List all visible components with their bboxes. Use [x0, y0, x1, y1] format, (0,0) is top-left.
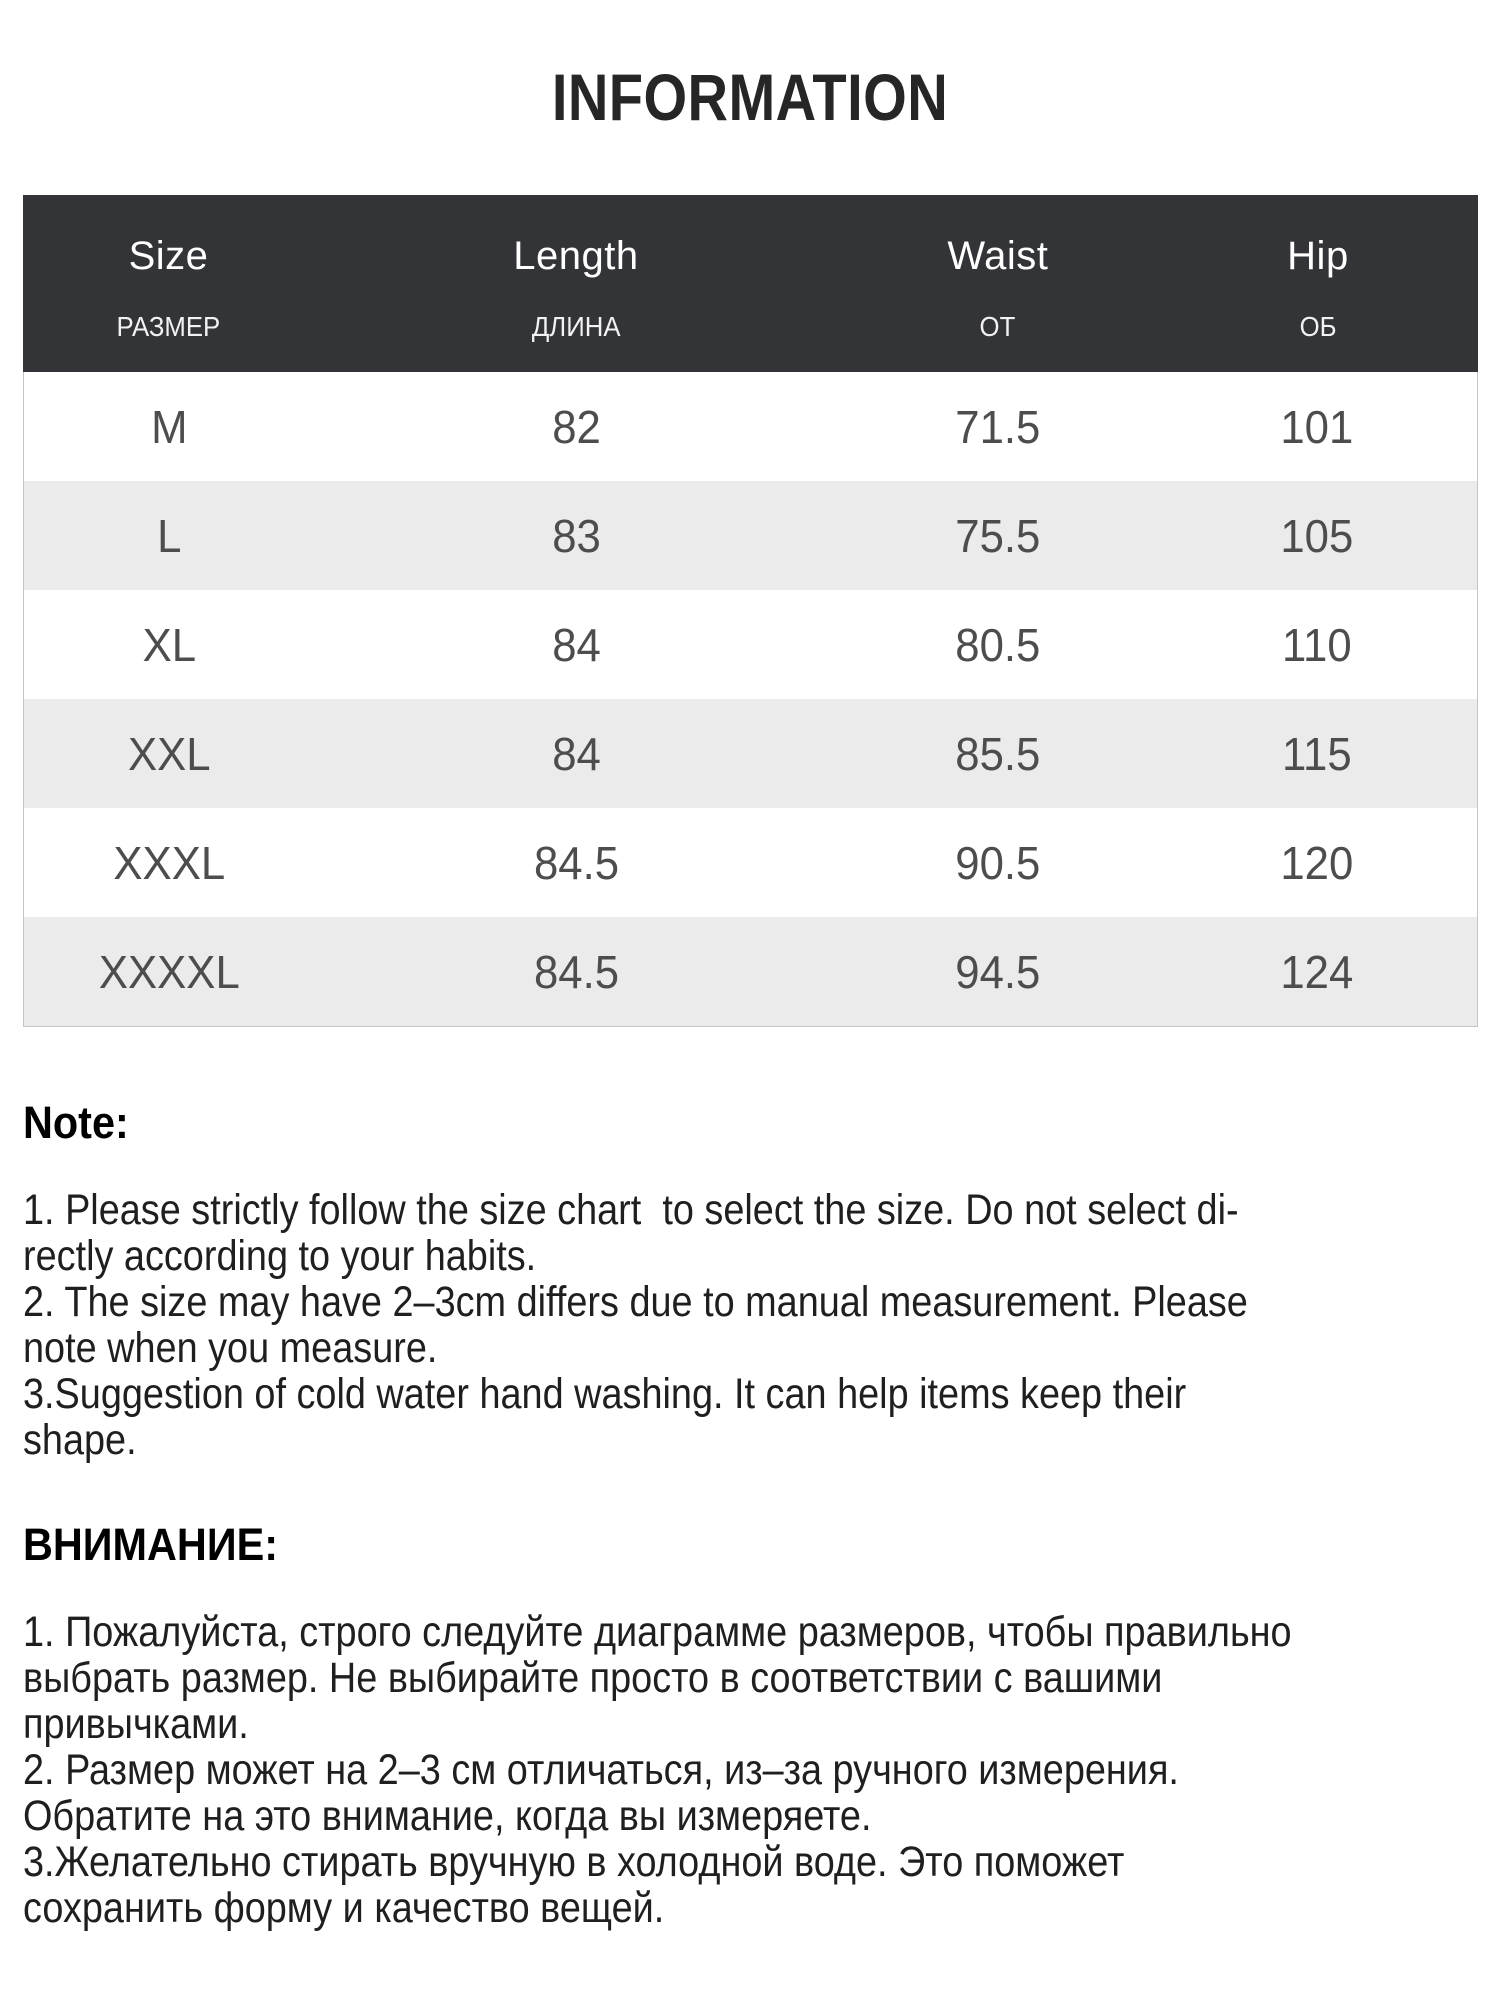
column-sublabel-length: ДЛИНА [531, 311, 621, 342]
cell-size: XL [142, 618, 197, 671]
note-paragraph [23, 1187, 1302, 1463]
cell-hip: 101 [1280, 400, 1354, 453]
cell-hip: 115 [1282, 727, 1352, 780]
note-line: 1. Please strictly follow the size chart to select the size. Do not select di- [23, 1186, 1239, 1234]
column-header-size [23, 195, 314, 372]
note-line: shape. [23, 1416, 137, 1464]
table-row-m [24, 372, 1477, 481]
column-label-waist: Waist [947, 234, 1049, 278]
cell-size: XXXL [113, 836, 226, 889]
table-header-row [23, 195, 1478, 372]
note-line: rectly according to your habits. [23, 1232, 537, 1280]
column-header-waist [838, 195, 1158, 372]
cell-length: 84.5 [533, 945, 619, 998]
cell-waist: 80.5 [954, 618, 1041, 671]
attention-line: привычками. [23, 1700, 249, 1748]
cell-length: 84 [551, 727, 601, 780]
cell-length: 82 [551, 400, 601, 453]
cell-waist: 71.5 [954, 400, 1041, 453]
attention-line: 2. Размер может на 2–3 см отличаться, из–за ручного измерения. [23, 1746, 1179, 1794]
attention-line: сохранить форму и качество вещей. [23, 1884, 665, 1932]
note-line: note when you measure. [23, 1324, 438, 1372]
size-chart-table [23, 195, 1478, 1027]
table-row-xxxl [24, 808, 1477, 917]
table-row-xl [24, 590, 1477, 699]
cell-waist: 90.5 [954, 836, 1041, 889]
cell-waist: 75.5 [954, 509, 1041, 562]
cell-size: XXL [127, 727, 211, 780]
table-row-xxxxl [24, 917, 1477, 1026]
table-row-l [24, 481, 1477, 590]
column-header-hip [1158, 195, 1478, 372]
table-row-xxl [24, 699, 1477, 808]
cell-size: L [157, 509, 182, 562]
note-line: 2. The size may have 2–3cm differs due to manual measurement. Please [23, 1278, 1248, 1326]
cell-hip: 105 [1280, 509, 1354, 562]
column-header-length [314, 195, 838, 372]
note-line: 3.Suggestion of cold water hand washing. It can help items keep their [23, 1370, 1187, 1418]
page-title: INFORMATION [551, 60, 949, 134]
column-sublabel-size: РАЗМЕР [116, 311, 221, 342]
column-sublabel-hip: ОБ [1299, 311, 1337, 342]
cell-waist: 94.5 [954, 945, 1041, 998]
cell-hip: 120 [1280, 836, 1354, 889]
attention-paragraph [23, 1609, 1302, 1931]
column-label-length: Length [513, 234, 639, 278]
attention-line: Обратите на это внимание, когда вы измеряете. [23, 1792, 872, 1840]
column-label-size: Size [128, 234, 209, 278]
cell-hip: 110 [1282, 618, 1352, 671]
attention-line: 1. Пожалуйста, строго следуйте диаграмме размеров, чтобы правильно [23, 1608, 1292, 1656]
cell-hip: 124 [1280, 945, 1354, 998]
cell-length: 83 [551, 509, 601, 562]
cell-size: M [151, 400, 188, 453]
cell-length: 84 [551, 618, 601, 671]
note-section [23, 1097, 1476, 1463]
attention-heading: ВНИМАНИЕ: [23, 1519, 278, 1570]
column-sublabel-waist: ОТ [979, 311, 1016, 342]
cell-waist: 85.5 [954, 727, 1041, 780]
attention-line: 3.Желательно стирать вручную в холодной воде. Это поможет [23, 1838, 1125, 1886]
column-label-hip: Hip [1287, 234, 1349, 278]
cell-length: 84.5 [533, 836, 619, 889]
note-heading: Note: [23, 1097, 129, 1148]
cell-size: XXXXL [98, 945, 240, 998]
attention-section [23, 1519, 1476, 1931]
attention-line: выбрать размер. Не выбирайте просто в соответствии с вашими [23, 1654, 1163, 1702]
